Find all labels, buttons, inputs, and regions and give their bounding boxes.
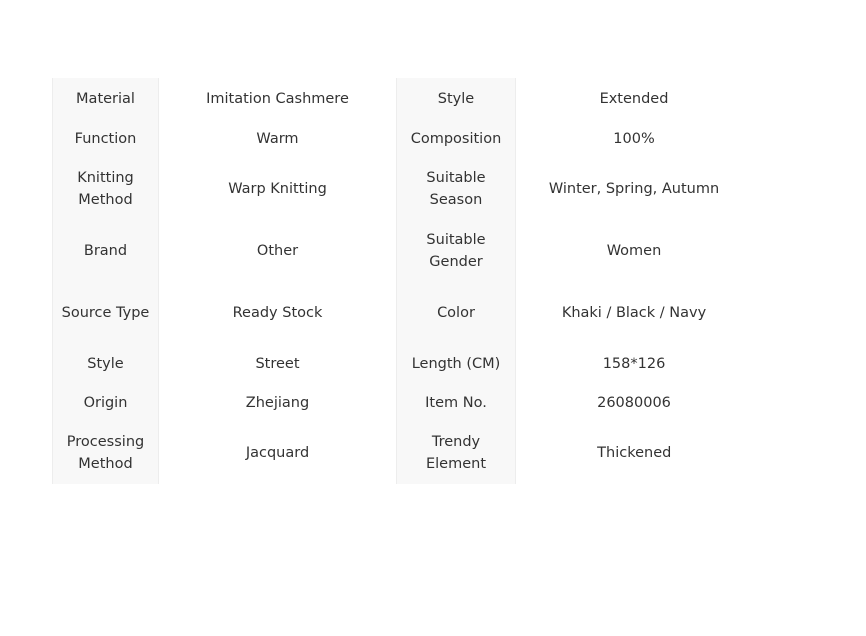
spec-key-left: Material [53, 78, 159, 119]
spec-value-right: 100% [613, 130, 655, 147]
spec-value-left: Imitation Cashmere [206, 90, 349, 107]
spec-key-right: Length (CM) [397, 344, 516, 383]
spec-row [53, 383, 753, 422]
spec-value-left: Zhejiang [245, 394, 310, 411]
spec-value-right: Winter, Spring, Autumn [548, 181, 720, 197]
spec-value-left: Jacquard [245, 445, 310, 461]
spec-key-left: Origin [53, 383, 159, 422]
spec-row [53, 422, 753, 484]
spec-key-left: Source Type [53, 282, 159, 344]
spec-key-left: Function [53, 119, 159, 158]
spec-key-right: Suitable Gender [397, 220, 516, 282]
spec-value-left: Street [255, 355, 300, 372]
spec-key-left: Style [53, 344, 159, 383]
spec-value-left: Ready Stock [232, 305, 323, 321]
spec-value-right: Women [606, 243, 662, 259]
spec-key-right: Composition [397, 119, 516, 158]
spec-value-left: Warp Knitting [228, 181, 327, 197]
spec-row [53, 119, 753, 158]
spec-key-right: Style [397, 78, 516, 119]
spec-value-left: Warm [256, 130, 299, 147]
spec-value-left: Other [256, 243, 299, 259]
spec-row [53, 220, 753, 282]
spec-table-body [53, 78, 753, 484]
spec-row [53, 344, 753, 383]
spec-key-left: Processing Method [53, 422, 159, 484]
spec-row [53, 282, 753, 344]
spec-value-right: 26080006 [597, 394, 671, 411]
spec-key-right: Trendy Element [397, 422, 516, 484]
spec-key-left: Brand [53, 220, 159, 282]
spec-value-right: Thickened [597, 445, 672, 461]
spec-value-right: 158*126 [602, 355, 666, 372]
product-spec-table [52, 78, 753, 484]
spec-key-left: Knitting Method [53, 158, 159, 220]
spec-row [53, 78, 753, 119]
spec-value-right: Khaki / Black / Navy [561, 305, 707, 321]
spec-key-right: Suitable Season [397, 158, 516, 220]
spec-row [53, 158, 753, 220]
spec-key-right: Color [397, 282, 516, 344]
spec-value-right: Extended [599, 90, 669, 107]
spec-key-right: Item No. [397, 383, 516, 422]
